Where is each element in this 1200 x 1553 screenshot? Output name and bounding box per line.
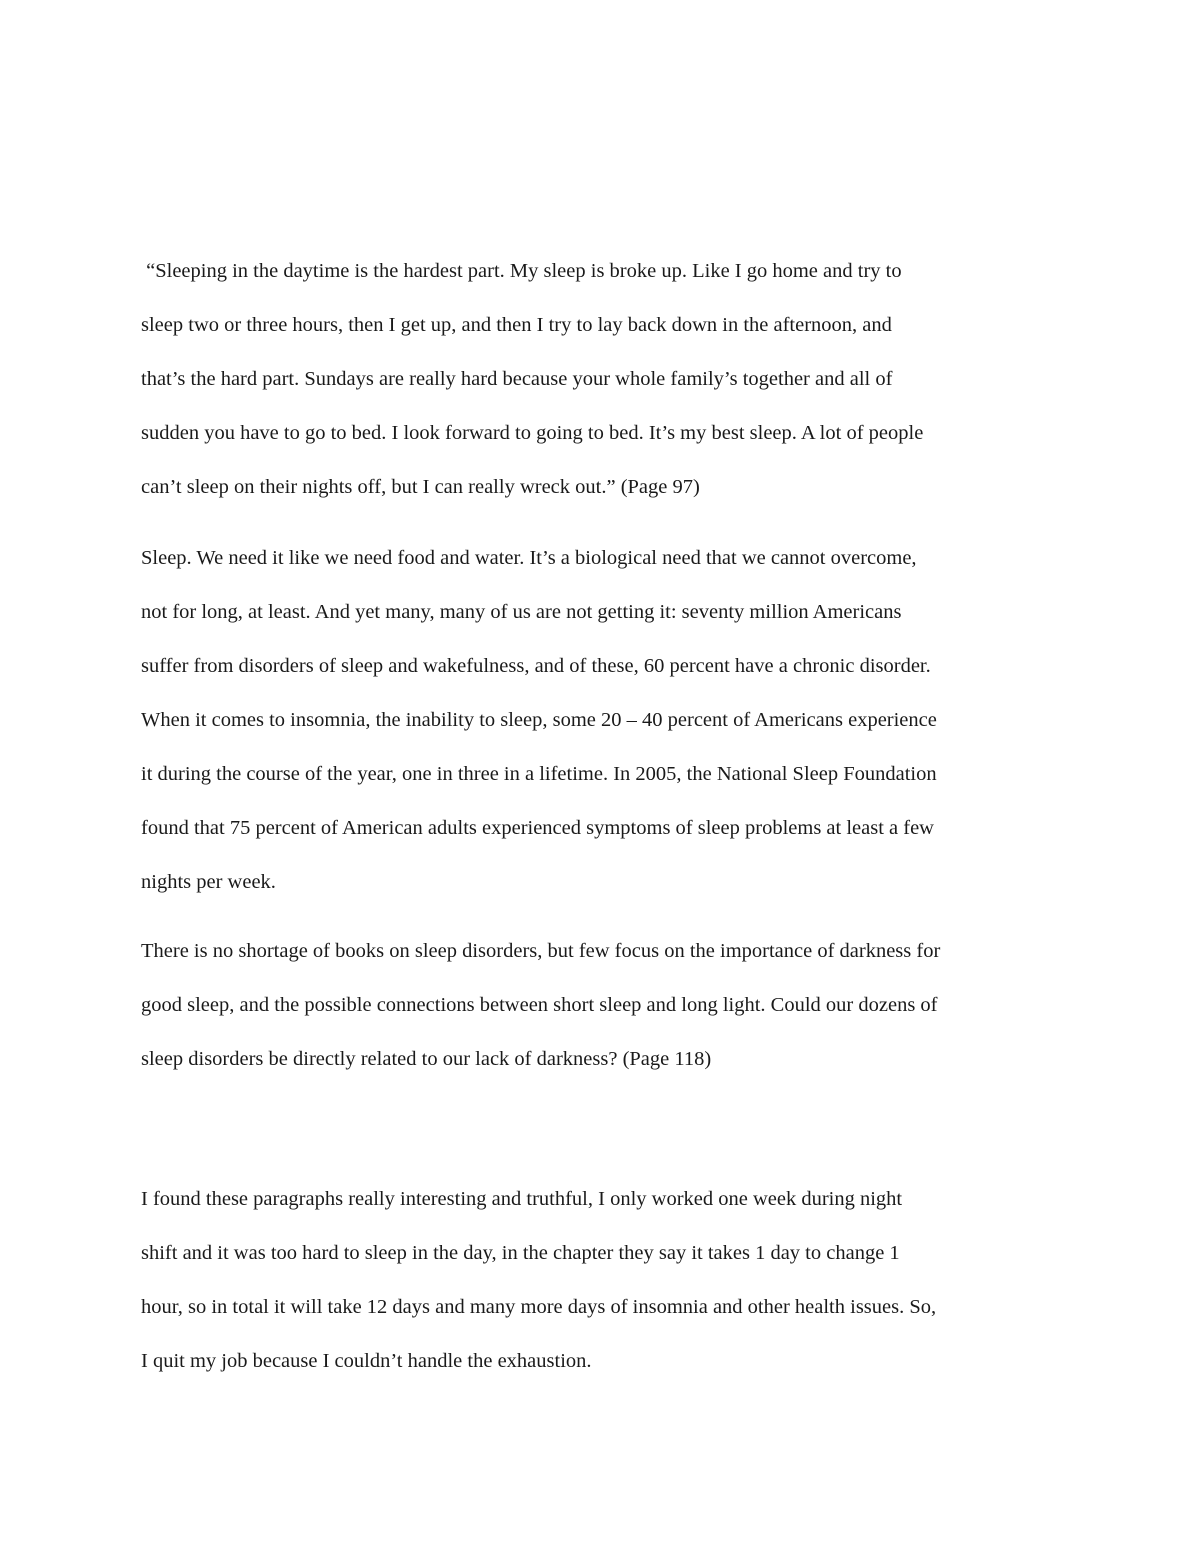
darkness-paragraph: There is no shortage of books on sleep disorders, but few focus on the importance of darkness for good sleep, and the possible connections between short sleep and long light. Could our dozens of sleep disorders be directly related to our lack of darkness? (Page 118) [141, 940, 941, 1070]
sleep-statistics-paragraph: Sleep. We need it like we need food and water. It’s a biological need that we cannot overcome, not for long, at least. And yet many, many of us are not getting it: seventy million Americans suffer from disorders of sleep and wakefulness, and of these, 60 percent have a chronic disorder. When it comes to insomnia, the inability to sleep, some 20 – 40 percent of Americans experience it during the course of the year, one in three in a lifetime. In 2005, the National Sleep Foundation found that 75 percent of American adults experienced symptoms of sleep problems at least a few nights per week. [141, 547, 937, 893]
personal-reflection-paragraph: I found these paragraphs really interesting and truthful, I only worked one week during night shift and it was too hard to sleep in the day, in the chapter they say it takes 1 day to change 1 hour, so in total it will take 12 days and many more days of insomnia and other health issues. So, I quit my job because I couldn’t handle the exhaustion. [141, 1188, 937, 1372]
quote-paragraph: “Sleeping in the daytime is the hardest part. My sleep is broke up. Like I go home and try to sleep two or three hours, then I get up, and then I try to lay back down in the afternoon, and that’s the hard part. Sundays are really hard because your whole family’s together and all of sudden you have to go to bed. I look forward to going to bed. It’s my best sleep. A lot of people can’t sleep on their nights off, but I can really wreck out.” (Page 97) [141, 260, 924, 498]
